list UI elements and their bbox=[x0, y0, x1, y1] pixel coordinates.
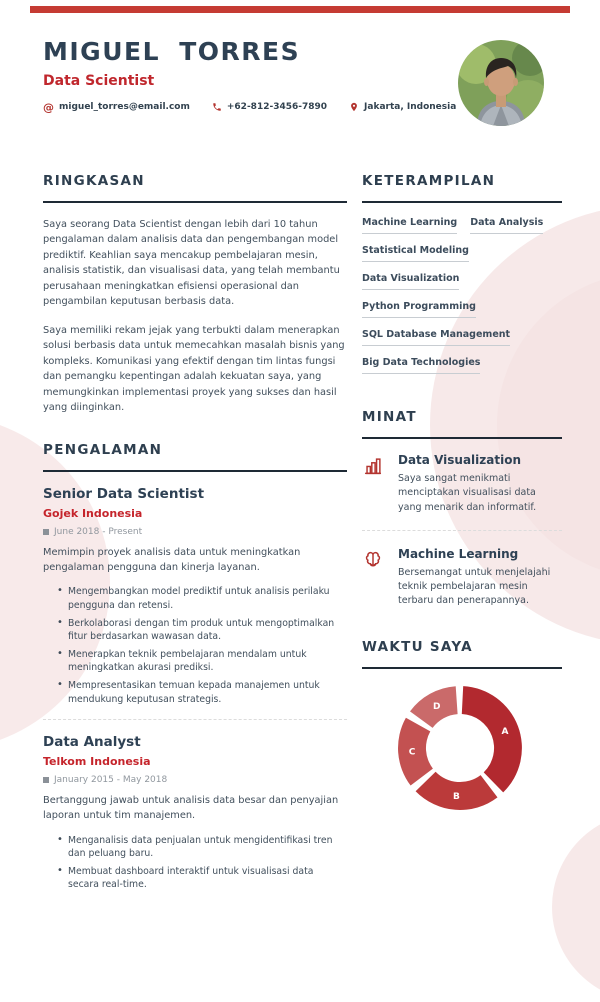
left-column bbox=[43, 173, 347, 917]
contact-email bbox=[43, 102, 190, 113]
job-bullet: • Membuat dashboard interaktif untuk visualisasi data secara real-time. bbox=[57, 865, 347, 891]
interests-heading: MINAT bbox=[362, 409, 562, 439]
profile-photo-illustration bbox=[458, 40, 544, 126]
job-bullet: • Menerapkan teknik pembelajaran mendalam untuk meningkatkan akurasi prediksi. bbox=[57, 648, 347, 674]
calendar-icon bbox=[43, 777, 49, 783]
skill-tag: SQL Database Management bbox=[362, 329, 510, 346]
job-company: Telkom Indonesia bbox=[43, 754, 151, 768]
time-donut-chart bbox=[395, 683, 562, 817]
skill-tag: Statistical Modeling bbox=[362, 245, 469, 262]
donut-segment-label: A bbox=[501, 726, 509, 737]
map-pin-icon bbox=[349, 102, 359, 112]
phone-icon bbox=[212, 102, 222, 112]
section-time-chart bbox=[362, 639, 562, 817]
contact-phone bbox=[212, 102, 327, 112]
person-name: MIGUEL TORRES bbox=[43, 37, 301, 66]
donut-chart-svg bbox=[395, 683, 525, 813]
job-divider bbox=[43, 719, 347, 720]
section-experience bbox=[43, 442, 347, 892]
contact-email-text: miguel_torres@email.com bbox=[59, 102, 190, 113]
job-company: Gojek Indonesia bbox=[43, 506, 143, 520]
job-bullet-list bbox=[43, 834, 347, 892]
donut-segment-C bbox=[398, 717, 433, 785]
job-description: Memimpin proyek analisis data untuk meningkatkan pengalaman pengguna dan kinerja layanan. bbox=[43, 546, 301, 574]
email-at-icon: @ bbox=[43, 100, 54, 114]
donut-segment-label: B bbox=[452, 791, 460, 802]
calendar-icon bbox=[43, 529, 49, 535]
job-entry bbox=[43, 734, 347, 891]
interest-title: Data Visualization bbox=[398, 453, 521, 467]
brain-icon bbox=[362, 547, 386, 609]
summary-heading: RINGKASAN bbox=[43, 173, 347, 203]
job-role: Data Analyst bbox=[43, 733, 141, 750]
job-bullet: • Mempresentasikan temuan kepada manajemen untuk mendukung keputusan strategis. bbox=[57, 679, 347, 705]
job-bullet: • Berkolaborasi dengan tim produk untuk mengoptimalkan fitur berdasarkan wawasan data. bbox=[57, 617, 347, 643]
section-skills bbox=[362, 173, 562, 374]
contact-location bbox=[349, 102, 456, 112]
job-dates bbox=[43, 775, 347, 785]
job-role: Senior Data Scientist bbox=[43, 485, 205, 502]
interest-text: Saya sangat menikmati menciptakan visualisasi data yang menarik dan informatif. bbox=[398, 473, 537, 513]
skill-tag: Python Programming bbox=[362, 301, 476, 318]
time-heading: WAKTU SAYA bbox=[362, 639, 562, 669]
interest-divider bbox=[362, 530, 562, 531]
top-accent-bar bbox=[30, 6, 570, 13]
interest-title: Machine Learning bbox=[398, 546, 519, 561]
job-dates-text: January 2015 - May 2018 bbox=[54, 774, 168, 785]
person-job-title: Data Scientist bbox=[43, 72, 155, 89]
donut-segment-B bbox=[416, 771, 498, 809]
contact-location-text: Jakarta, Indonesia bbox=[364, 102, 457, 113]
job-bullet: • Menganalisis data penjualan untuk mengidentifikasi tren dan peluang baru. bbox=[57, 834, 347, 860]
job-description: Bertanggung jawab untuk analisis data besar dan penyajian laporan untuk tim manajemen. bbox=[43, 794, 339, 822]
contact-phone-text: +62-812-3456-7890 bbox=[226, 102, 328, 113]
skills-list bbox=[362, 217, 562, 374]
job-bullet: • Mengembangkan model prediktif untuk analisis perilaku pengguna dan retensi. bbox=[57, 585, 347, 611]
job-entry bbox=[43, 486, 347, 706]
interest-body bbox=[398, 453, 562, 515]
skill-tag: Data Analysis bbox=[470, 217, 543, 234]
interest-item bbox=[362, 453, 562, 515]
donut-segment-label: D bbox=[433, 701, 441, 712]
right-column bbox=[362, 173, 562, 917]
section-summary bbox=[43, 173, 347, 416]
interest-text: Bersemangat untuk menjelajahi teknik pembelajaran mesin terbaru dan penerapannya. bbox=[398, 566, 551, 607]
experience-heading: PENGALAMAN bbox=[43, 442, 347, 472]
interest-body bbox=[398, 547, 562, 609]
summary-paragraph: Saya seorang Data Scientist dengan lebih dari 10 tahun pengalaman dalam analisis data dan pengembangan model prediktif. Keahlian saya mencakup pembelajaran mesin, analisis statistik, dan visualisasi data, yang telah membantu perusahaan meningkatkan efisiensi operasional dan pengambilan keputusan berbasis data. bbox=[43, 219, 340, 308]
skills-heading: KETERAMPILAN bbox=[362, 173, 562, 203]
skill-tag: Big Data Technologies bbox=[362, 357, 480, 374]
job-dates bbox=[43, 527, 347, 537]
job-dates-text: June 2018 - Present bbox=[54, 526, 143, 537]
profile-photo bbox=[458, 40, 544, 126]
summary-paragraph: Saya memiliki rekam jejak yang terbukti dalam menerapkan solusi berbasis data untuk memecahkan masalah bisnis yang kompleks. Komunikasi yang efektif dengan tim lintas fungsi dan pemangku kepentingan adalah kekuatan saya, yang memungkinkan implementasi proyek yang sukses dan hasil yang diinginkan. bbox=[43, 324, 345, 414]
section-interests bbox=[362, 409, 562, 609]
job-bullet-list bbox=[43, 585, 347, 706]
header bbox=[43, 38, 562, 143]
donut-segment-label: C bbox=[408, 746, 416, 757]
skill-tag: Data Visualization bbox=[362, 273, 459, 290]
interest-item bbox=[362, 547, 562, 609]
donut-segment-A bbox=[462, 686, 522, 792]
columns bbox=[43, 173, 562, 917]
bar-chart-icon bbox=[362, 453, 386, 515]
skill-tag: Machine Learning bbox=[362, 217, 457, 234]
